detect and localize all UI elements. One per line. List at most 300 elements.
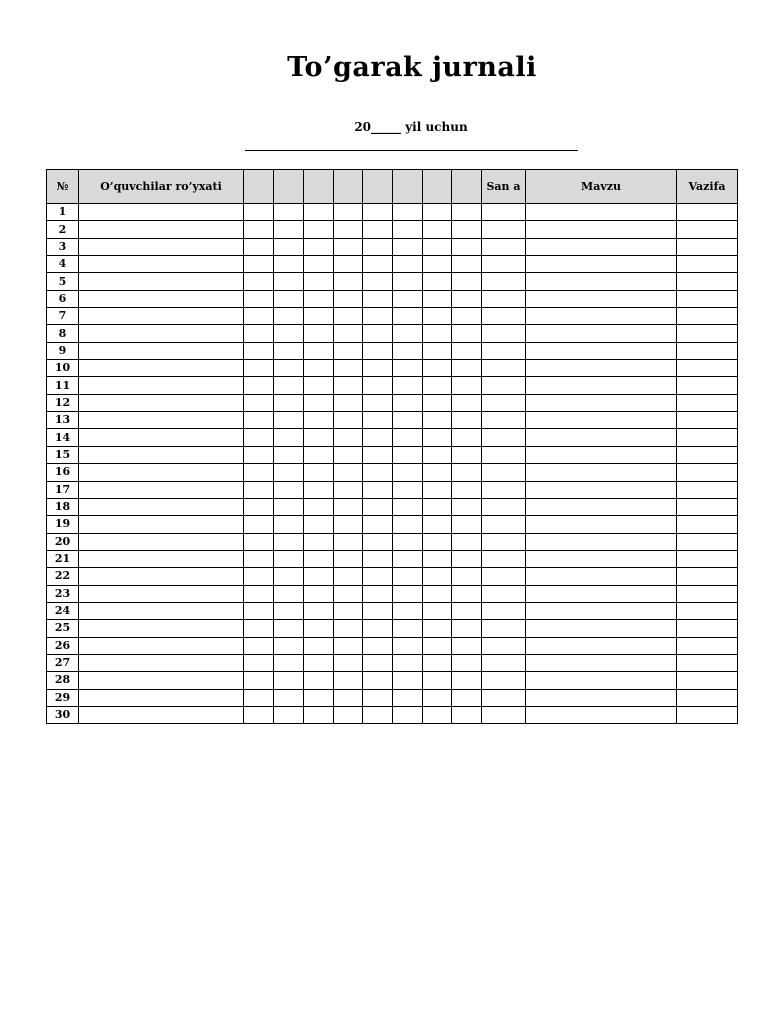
table-cell [526,256,677,273]
table-cell [304,498,334,515]
table-cell [393,377,423,394]
table-cell [363,672,393,689]
table-cell [334,550,363,567]
table-cell [393,654,423,671]
table-cell [452,204,482,221]
row-number: 22 [47,568,79,585]
header-task: Vazifa [677,170,738,204]
table-cell [244,238,274,255]
table-cell [677,342,738,359]
table-cell [334,585,363,602]
table-cell [244,568,274,585]
row-number: 23 [47,585,79,602]
table-cell [526,568,677,585]
table-cell [482,706,526,723]
table-cell [274,498,304,515]
row-number: 7 [47,308,79,325]
table-cell [304,290,334,307]
table-cell [244,256,274,273]
table-cell [677,620,738,637]
table-row [47,672,738,689]
row-number: 13 [47,412,79,429]
row-number: 25 [47,620,79,637]
table-cell [452,308,482,325]
table-cell [304,446,334,463]
row-number: 28 [47,672,79,689]
table-cell [452,360,482,377]
header-date: San a [482,170,526,204]
table-cell [244,498,274,515]
table-cell [423,377,452,394]
table-cell [79,672,244,689]
document-subtitle: 20_____ yil uchun [354,120,468,134]
table-row [47,464,738,481]
table-row [47,446,738,463]
table-cell [482,446,526,463]
table-cell [244,308,274,325]
table-cell [452,672,482,689]
table-cell [452,689,482,706]
table-cell [274,325,304,342]
header-attendance-6 [393,170,423,204]
table-cell [423,412,452,429]
table-row [47,394,738,411]
table-row [47,273,738,290]
table-cell [79,238,244,255]
table-cell [423,689,452,706]
table-cell [304,620,334,637]
table-cell [274,204,304,221]
table-cell [334,568,363,585]
table-cell [334,325,363,342]
table-cell [393,464,423,481]
table-cell [79,550,244,567]
table-cell [677,568,738,585]
table-cell [304,689,334,706]
table-cell [482,412,526,429]
table-cell [334,290,363,307]
table-cell [526,464,677,481]
table-cell [244,654,274,671]
table-cell [244,221,274,238]
table-cell [393,706,423,723]
table-cell [452,585,482,602]
table-cell [79,342,244,359]
table-cell [274,654,304,671]
table-cell [452,550,482,567]
table-cell [274,446,304,463]
table-cell [482,654,526,671]
table-cell [526,481,677,498]
table-cell [452,290,482,307]
row-number: 16 [47,464,79,481]
header-number: № [47,170,79,204]
row-number: 27 [47,654,79,671]
table-cell [79,377,244,394]
table-cell [79,585,244,602]
table-cell [304,238,334,255]
table-row [47,620,738,637]
row-number: 10 [47,360,79,377]
table-cell [363,377,393,394]
table-cell [452,568,482,585]
table-cell [393,342,423,359]
table-cell [304,342,334,359]
table-cell [482,585,526,602]
table-cell [334,256,363,273]
table-cell [244,672,274,689]
table-cell [363,308,393,325]
table-cell [482,273,526,290]
table-cell [79,568,244,585]
table-cell [274,238,304,255]
table-cell [79,204,244,221]
table-cell [304,377,334,394]
row-number: 29 [47,689,79,706]
table-cell [334,654,363,671]
table-cell [244,550,274,567]
table-row [47,533,738,550]
table-cell [304,412,334,429]
table-cell [79,325,244,342]
table-cell [482,377,526,394]
table-cell [677,550,738,567]
table-cell [526,498,677,515]
table-cell [677,360,738,377]
table-cell [304,568,334,585]
table-cell [244,360,274,377]
table-cell [79,446,244,463]
table-cell [482,498,526,515]
table-cell [334,498,363,515]
table-cell [677,481,738,498]
table-cell [423,446,452,463]
table-cell [393,429,423,446]
table-cell [393,620,423,637]
table-cell [452,654,482,671]
table-cell [452,533,482,550]
table-cell [526,689,677,706]
table-cell [452,377,482,394]
table-cell [79,429,244,446]
table-cell [334,360,363,377]
table-cell [423,620,452,637]
table-cell [79,412,244,429]
table-cell [244,706,274,723]
table-cell [363,412,393,429]
table-cell [363,620,393,637]
table-cell [677,412,738,429]
table-row [47,412,738,429]
table-cell [334,533,363,550]
table-row [47,256,738,273]
table-cell [423,516,452,533]
table-cell [274,308,304,325]
table-cell [363,394,393,411]
table-row [47,568,738,585]
table-cell [334,238,363,255]
table-cell [526,429,677,446]
table-cell [304,273,334,290]
table-cell [363,706,393,723]
table-cell [452,706,482,723]
row-number: 20 [47,533,79,550]
table-cell [363,550,393,567]
journal-table [46,169,738,724]
table-cell [423,290,452,307]
table-cell [304,308,334,325]
table-cell [677,273,738,290]
table-cell [452,342,482,359]
table-cell [274,412,304,429]
table-cell [363,516,393,533]
table-cell [393,481,423,498]
table-cell [334,221,363,238]
table-row [47,481,738,498]
table-cell [482,394,526,411]
table-cell [363,238,393,255]
table-cell [452,516,482,533]
table-cell [526,550,677,567]
table-cell [363,481,393,498]
table-cell [244,342,274,359]
table-cell [79,498,244,515]
table-cell [274,637,304,654]
table-cell [526,620,677,637]
row-number: 6 [47,290,79,307]
row-number: 15 [47,446,79,463]
table-cell [423,481,452,498]
table-cell [526,360,677,377]
table-cell [423,238,452,255]
row-number: 17 [47,481,79,498]
table-cell [482,464,526,481]
table-cell [334,342,363,359]
table-cell [482,256,526,273]
row-number: 3 [47,238,79,255]
table-cell [677,429,738,446]
table-cell [482,360,526,377]
table-cell [526,204,677,221]
table-cell [363,273,393,290]
table-cell [274,689,304,706]
table-row [47,654,738,671]
table-cell [452,620,482,637]
table-cell [363,221,393,238]
table-cell [677,308,738,325]
header-attendance-4 [334,170,363,204]
table-cell [79,290,244,307]
table-cell [452,325,482,342]
table-cell [79,602,244,619]
table-cell [274,620,304,637]
table-cell [526,637,677,654]
table-cell [423,394,452,411]
row-number: 18 [47,498,79,515]
table-cell [393,308,423,325]
table-cell [423,325,452,342]
table-row [47,516,738,533]
row-number: 2 [47,221,79,238]
table-cell [482,342,526,359]
table-cell [526,533,677,550]
table-row [47,377,738,394]
table-cell [304,533,334,550]
table-row [47,308,738,325]
row-number: 26 [47,637,79,654]
table-cell [526,308,677,325]
table-cell [526,273,677,290]
header-attendance-5 [363,170,393,204]
table-cell [363,637,393,654]
table-cell [452,238,482,255]
table-cell [482,429,526,446]
table-row [47,498,738,515]
table-cell [526,290,677,307]
table-cell [79,394,244,411]
table-cell [334,706,363,723]
table-cell [423,637,452,654]
table-cell [274,568,304,585]
table-cell [677,706,738,723]
table-cell [274,602,304,619]
table-cell [526,585,677,602]
table-row [47,342,738,359]
table-cell [677,516,738,533]
table-cell [274,290,304,307]
table-cell [393,498,423,515]
row-number: 21 [47,550,79,567]
table-cell [363,464,393,481]
table-cell [244,464,274,481]
table-cell [452,256,482,273]
table-cell [79,481,244,498]
table-row [47,325,738,342]
table-cell [393,446,423,463]
table-row [47,290,738,307]
table-cell [363,342,393,359]
table-cell [677,585,738,602]
table-cell [363,446,393,463]
table-cell [334,672,363,689]
table-cell [393,256,423,273]
table-cell [482,672,526,689]
table-row [47,689,738,706]
row-number: 9 [47,342,79,359]
table-cell [423,706,452,723]
table-cell [304,394,334,411]
table-cell [677,446,738,463]
table-cell [526,412,677,429]
header-attendance-1 [244,170,274,204]
table-cell [677,221,738,238]
header-students: O’quvchilar ro’yxati [79,170,244,204]
table-cell [452,602,482,619]
header-attendance-2 [274,170,304,204]
row-number: 12 [47,394,79,411]
table-cell [423,654,452,671]
table-cell [452,221,482,238]
table-cell [334,620,363,637]
table-header-row [47,170,738,204]
table-cell [363,654,393,671]
table-cell [79,308,244,325]
table-cell [452,429,482,446]
table-cell [482,221,526,238]
table-cell [526,238,677,255]
table-cell [677,377,738,394]
document-title: To’garak jurnali [287,52,537,83]
table-cell [79,273,244,290]
table-cell [393,204,423,221]
row-number: 19 [47,516,79,533]
table-cell [452,394,482,411]
table-cell [393,221,423,238]
table-cell [304,325,334,342]
signature-line [245,150,578,151]
table-cell [274,342,304,359]
table-cell [482,238,526,255]
table-cell [274,550,304,567]
table-cell [452,637,482,654]
table-cell [244,637,274,654]
table-cell [452,464,482,481]
table-cell [334,412,363,429]
table-cell [274,377,304,394]
row-number: 1 [47,204,79,221]
table-cell [393,290,423,307]
table-cell [244,533,274,550]
table-cell [244,516,274,533]
table-cell [304,672,334,689]
table-cell [393,238,423,255]
table-row [47,637,738,654]
table-cell [244,325,274,342]
table-row [47,238,738,255]
table-cell [526,654,677,671]
table-cell [482,689,526,706]
header-topic: Mavzu [526,170,677,204]
table-cell [334,446,363,463]
table-cell [244,446,274,463]
row-number: 5 [47,273,79,290]
table-cell [334,429,363,446]
row-number: 4 [47,256,79,273]
row-number: 8 [47,325,79,342]
table-cell [452,498,482,515]
table-cell [526,342,677,359]
table-cell [363,290,393,307]
table-cell [393,637,423,654]
table-cell [304,602,334,619]
table-cell [482,325,526,342]
table-cell [79,620,244,637]
table-cell [423,204,452,221]
table-cell [526,602,677,619]
table-cell [274,221,304,238]
table-cell [423,550,452,567]
row-number: 11 [47,377,79,394]
table-cell [244,429,274,446]
table-row [47,550,738,567]
table-cell [363,533,393,550]
table-cell [274,464,304,481]
table-cell [526,446,677,463]
table-cell [244,412,274,429]
table-cell [274,706,304,723]
table-cell [79,706,244,723]
table-cell [363,602,393,619]
